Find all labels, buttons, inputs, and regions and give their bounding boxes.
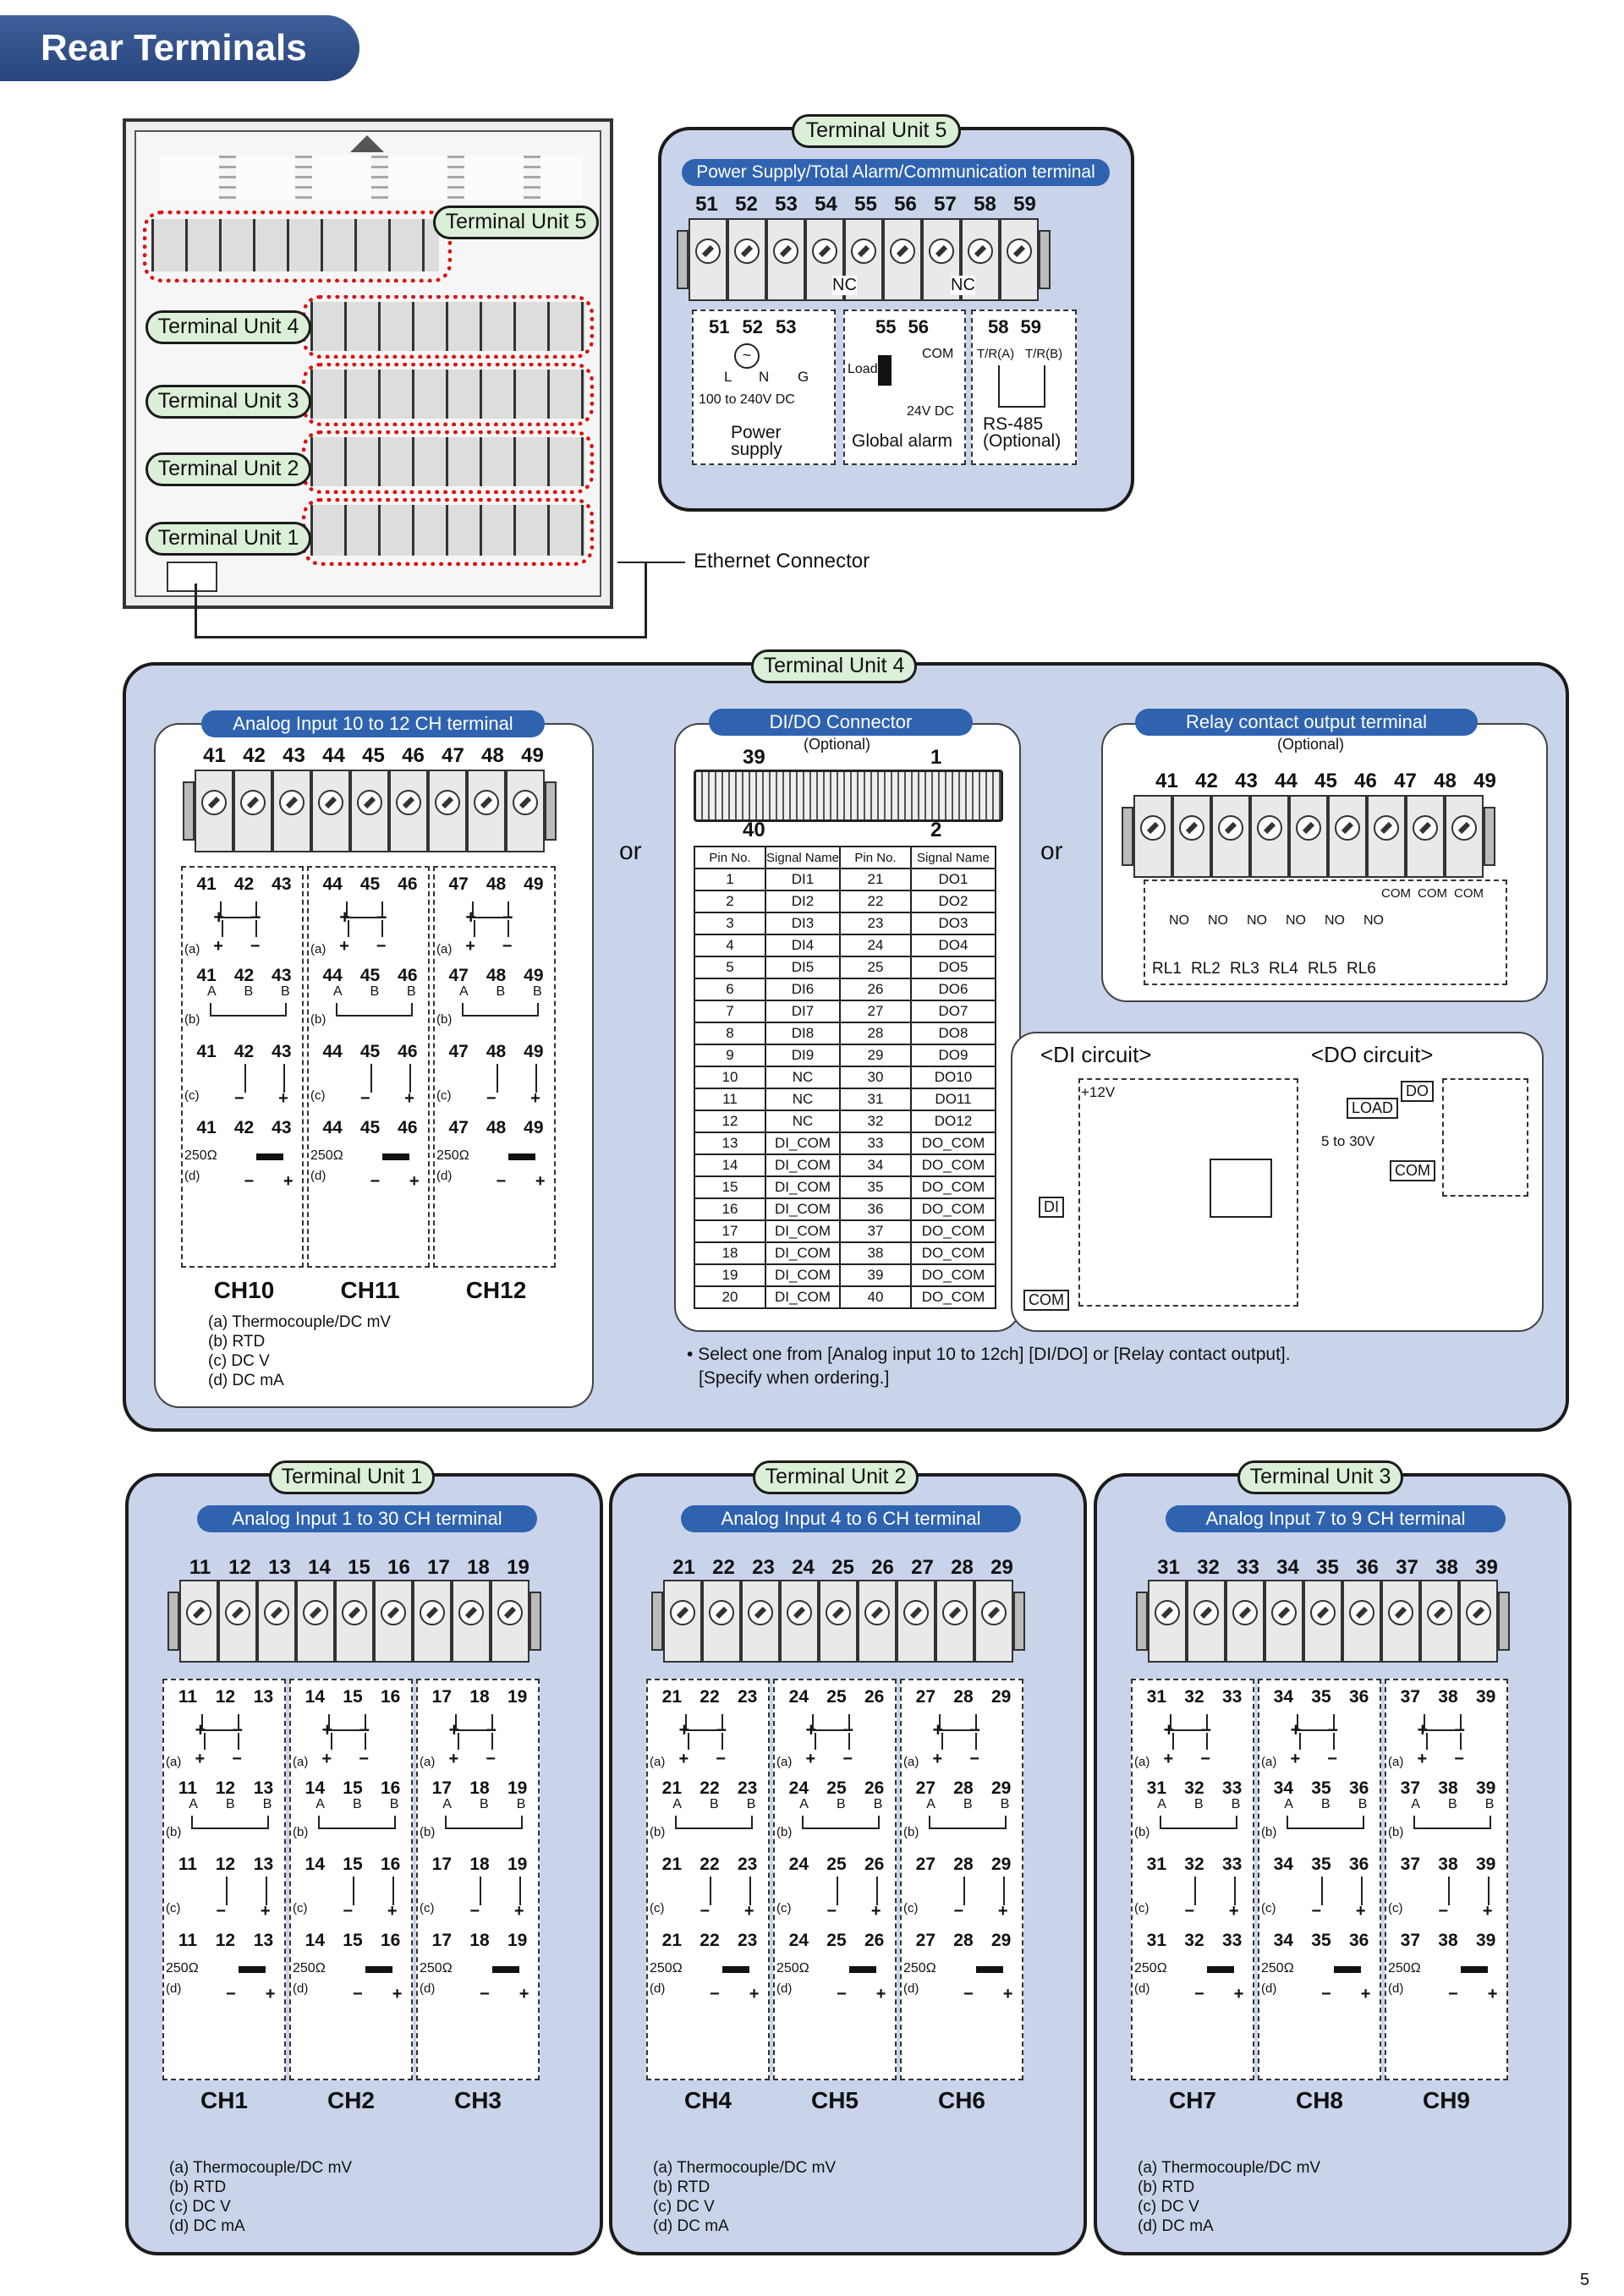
rtd-resistor-icon bbox=[318, 1816, 396, 1829]
tu-bottom-bar: Analog Input 4 to 6 CH terminal bbox=[681, 1505, 1021, 1532]
tu4-analog-bar: Analog Input 10 to 12 CH terminal bbox=[201, 710, 545, 737]
dido-table-row: 8 DI8 28 DO8 bbox=[694, 1022, 996, 1044]
shunt-resistor-icon bbox=[722, 1966, 749, 1973]
channel-wiring-block: 17 18 19 (a) 17 18 19 (b) 17 18 19 (c) 17 18 19 (d) + − + − A B B − + 250Ω − + bbox=[416, 1679, 540, 2080]
thermocouple-icon bbox=[346, 901, 384, 918]
tu4-analog-legend: (a) Thermocouple/DC mV (b) RTD (c) DC V (d) DC mA bbox=[208, 1313, 392, 1389]
rear-label-tu1: Terminal Unit 1 bbox=[145, 522, 311, 556]
tu5-terminal-strip bbox=[677, 218, 1051, 301]
rear-label-tu3: Terminal Unit 3 bbox=[145, 385, 311, 419]
relay-strip bbox=[1122, 795, 1495, 878]
dido-table-row: 9 DI9 29 DO9 bbox=[694, 1044, 996, 1066]
channel-label: CH9 bbox=[1422, 2087, 1470, 2113]
tu-bottom-legend: (a) Thermocouple/DC mV (b) RTD (c) DC V (d) DC mA bbox=[1138, 2159, 1321, 2235]
thermocouple-icon bbox=[1170, 1714, 1208, 1731]
page-number: 5 bbox=[1580, 2271, 1590, 2289]
rtd-resistor-icon bbox=[462, 1003, 539, 1016]
tu-bottom-bar: Analog Input 1 to 30 CH terminal bbox=[197, 1505, 537, 1532]
tu5-pins: 51 52 53 54 55 56 57 58 59 bbox=[695, 193, 1036, 216]
rtd-resistor-icon bbox=[445, 1816, 523, 1829]
rtd-resistor-icon bbox=[210, 1003, 287, 1016]
relay-pins: 41 42 43 44 45 46 47 48 49 bbox=[1155, 770, 1496, 792]
dido-optional: (Optional) bbox=[804, 736, 871, 753]
page-title: Rear Terminals bbox=[0, 15, 359, 81]
rtd-resistor-icon bbox=[1413, 1816, 1491, 1829]
di-circuit-optocoupler bbox=[1210, 1159, 1272, 1218]
channel-wiring-block: 44 45 46 (a) 44 45 46 (b) 44 45 46 (c) 44 45 46 (d) + − + − A B B − + 250Ω − + bbox=[307, 866, 430, 1268]
ethernet-port bbox=[167, 562, 217, 592]
load-block-icon bbox=[878, 355, 892, 386]
tu5-title: Terminal Unit 5 bbox=[792, 114, 961, 148]
tu-bottom-strip bbox=[1136, 1580, 1510, 1663]
shunt-resistor-icon bbox=[1207, 1966, 1234, 1973]
dido-table-row: 7 DI7 27 DO7 bbox=[694, 1000, 996, 1022]
tu-bottom-title: Terminal Unit 2 bbox=[753, 1460, 919, 1494]
thermocouple-icon bbox=[220, 901, 258, 918]
rtd-resistor-icon bbox=[675, 1816, 753, 1829]
shunt-resistor-icon bbox=[1334, 1966, 1361, 1973]
do-circuit-title: <DO circuit> bbox=[1311, 1042, 1434, 1067]
rtd-resistor-icon bbox=[1160, 1816, 1237, 1829]
dido-table-row: 14 DI_COM 34 DO_COM bbox=[694, 1154, 996, 1176]
ethernet-label: Ethernet Connector bbox=[694, 550, 870, 573]
tu-bottom-title: Terminal Unit 1 bbox=[269, 1460, 435, 1494]
dido-table-row: 12 NC 32 DO12 bbox=[694, 1110, 996, 1132]
tu-bottom-pins: 31 32 33 34 35 36 37 38 39 bbox=[1157, 1556, 1498, 1579]
channel-label: CH5 bbox=[810, 2087, 859, 2113]
thermocouple-icon bbox=[812, 1714, 850, 1731]
dido-table-row: 16 DI_COM 36 DO_COM bbox=[694, 1198, 996, 1220]
rtd-resistor-icon bbox=[1287, 1816, 1364, 1829]
thermocouple-icon bbox=[1297, 1714, 1335, 1731]
triangle-mark-icon bbox=[350, 135, 384, 152]
shunt-resistor-icon bbox=[1461, 1966, 1488, 1973]
channel-wiring-block: 34 35 36 (a) 34 35 36 (b) 34 35 36 (c) 34 35 36 (d) + − + − A B B − + 250Ω − + bbox=[1258, 1679, 1381, 2080]
dido-table-row: 6 DI6 26 DO6 bbox=[694, 978, 996, 1000]
or-left: or bbox=[619, 837, 642, 865]
thermocouple-icon bbox=[328, 1714, 366, 1731]
tu-bottom-bar: Analog Input 7 to 9 CH terminal bbox=[1166, 1505, 1506, 1532]
thermocouple-icon bbox=[472, 901, 510, 918]
tu5-bar: Power Supply/Total Alarm/Communication terminal bbox=[682, 159, 1110, 186]
rtd-resistor-icon bbox=[336, 1003, 413, 1016]
dido-table-row: 4 DI4 24 DO4 bbox=[694, 934, 996, 956]
dido-table-row: 3 DI3 23 DO3 bbox=[694, 912, 996, 934]
rtd-resistor-icon bbox=[191, 1816, 269, 1829]
channel-wiring-block: 47 48 49 (a) 47 48 49 (b) 47 48 49 (c) 47 48 49 (d) + − + − A B B − + 250Ω − + bbox=[433, 866, 556, 1268]
channel-wiring-block: 37 38 39 (a) 37 38 39 (b) 37 38 39 (c) 37 38 39 (d) + − + − A B B − + 250Ω − + bbox=[1385, 1679, 1508, 2080]
thermocouple-icon bbox=[685, 1714, 723, 1731]
ch12-label: CH12 bbox=[465, 1277, 527, 1303]
shunt-resistor-icon bbox=[382, 1153, 409, 1160]
rtd-resistor-icon bbox=[802, 1816, 880, 1829]
dido-table-row: 13 DI_COM 33 DO_COM bbox=[694, 1132, 996, 1154]
tu4-analog-channels bbox=[181, 866, 560, 1272]
di-circuit-title: <DI circuit> bbox=[1040, 1042, 1152, 1067]
shunt-resistor-icon bbox=[365, 1966, 392, 1973]
tu5-nc-57: NC bbox=[951, 276, 975, 294]
relay-optional: (Optional) bbox=[1277, 736, 1345, 753]
tu-bottom-strip bbox=[651, 1580, 1025, 1663]
dido-table-row: 18 DI_COM 38 DO_COM bbox=[694, 1242, 996, 1264]
do-circuit-box bbox=[1442, 1078, 1528, 1197]
channel-wiring-block: 24 25 26 (a) 24 25 26 (b) 24 25 26 (c) 24 25 26 (d) + − + − A B B − + 250Ω − + bbox=[773, 1679, 897, 2080]
channel-wiring-block: 27 28 29 (a) 27 28 29 (b) 27 28 29 (c) 27 28 29 (d) + − + − A B B − + 250Ω − + bbox=[900, 1679, 1023, 2080]
tu-bottom-pins: 11 12 13 14 15 16 17 18 19 bbox=[189, 1556, 529, 1579]
rear-label-tu5: Terminal Unit 5 bbox=[433, 205, 599, 239]
tu-bottom-legend: (a) Thermocouple/DC mV (b) RTD (c) DC V (d) DC mA bbox=[653, 2159, 837, 2235]
channel-wiring-block: 14 15 16 (a) 14 15 16 (b) 14 15 16 (c) 14 15 16 (d) + − + − A B B − + 250Ω − + bbox=[289, 1679, 413, 2080]
channel-label: CH4 bbox=[683, 2087, 732, 2113]
dido-table-row: 1 DI1 21 DO1 bbox=[694, 869, 996, 890]
tu4-note-2: [Specify when ordering.] bbox=[699, 1368, 890, 1388]
channel-label: CH6 bbox=[937, 2087, 985, 2113]
shunt-resistor-icon bbox=[849, 1966, 876, 1973]
rear-label-tu2: Terminal Unit 2 bbox=[145, 452, 311, 486]
thermocouple-icon bbox=[455, 1714, 493, 1731]
channel-label: CH2 bbox=[326, 2087, 375, 2113]
channel-label: CH3 bbox=[453, 2087, 502, 2113]
shunt-resistor-icon bbox=[976, 1966, 1003, 1973]
or-right: or bbox=[1040, 837, 1063, 865]
dido-table-row: 10 NC 30 DO10 bbox=[694, 1066, 996, 1088]
channel-label: CH7 bbox=[1168, 2087, 1216, 2113]
ch10-label: CH10 bbox=[213, 1277, 275, 1303]
tu-bottom-strip bbox=[167, 1580, 541, 1663]
ac-source-icon: ~ bbox=[734, 343, 760, 369]
channel-label: CH1 bbox=[200, 2087, 248, 2113]
thermocouple-icon bbox=[939, 1714, 977, 1731]
dido-table-row: 20 DI_COM 40 DO_COM bbox=[694, 1286, 996, 1308]
vent-slots bbox=[160, 156, 583, 200]
tu4-analog-pins: 41 42 43 44 45 46 47 48 49 bbox=[203, 744, 544, 767]
shunt-resistor-icon bbox=[239, 1966, 266, 1973]
dido-table-row: 15 DI_COM 35 DO_COM bbox=[694, 1176, 996, 1198]
channel-wiring-block: 11 12 13 (a) 11 12 13 (b) 11 12 13 (c) 11 12 13 (d) + − + − A B B − + 250Ω − + bbox=[162, 1679, 286, 2080]
dido-bar: DI/DO Connector bbox=[709, 709, 973, 736]
dido-table-row: 17 DI_COM 37 DO_COM bbox=[694, 1220, 996, 1242]
tu-bottom-title: Terminal Unit 3 bbox=[1237, 1460, 1403, 1494]
thermocouple-icon bbox=[201, 1714, 239, 1731]
dido-table-row: 11 NC 31 DO11 bbox=[694, 1088, 996, 1110]
dido-table-row: 5 DI5 25 DO5 bbox=[694, 956, 996, 978]
rtd-resistor-icon bbox=[929, 1816, 1007, 1829]
shunt-resistor-icon bbox=[256, 1153, 283, 1160]
thermocouple-icon bbox=[1424, 1714, 1462, 1731]
channel-label: CH8 bbox=[1295, 2087, 1343, 2113]
relay-bar: Relay contact output terminal bbox=[1135, 709, 1478, 736]
tu-bottom-pins: 21 22 23 24 25 26 27 28 29 bbox=[672, 1556, 1013, 1579]
shunt-resistor-icon bbox=[492, 1966, 519, 1973]
dido-table-row: 2 DI2 22 DO2 bbox=[694, 890, 996, 912]
tu4-analog-strip bbox=[183, 770, 557, 852]
tu-bottom-legend: (a) Thermocouple/DC mV (b) RTD (c) DC V (d) DC mA bbox=[169, 2159, 353, 2235]
dido-table-row: 19 DI_COM 39 DO_COM bbox=[694, 1264, 996, 1286]
shunt-resistor-icon bbox=[508, 1153, 535, 1160]
tu4-note-1: • Select one from [Analog input 10 to 12ch] [DI/DO] or [Relay contact output]. bbox=[687, 1345, 1291, 1364]
tu4-title: Terminal Unit 4 bbox=[751, 649, 917, 683]
dido-table-wrap: Pin No. Signal Name Pin No. Signal Name 1 DI1 21 DO1 2 DI2 22 DO2 3 DI3 23 DO3 4 DI4 24 DO4 5 DI5 25 DO5 6 DI6 26 DO6 7 DI7 27 DO7 8 DI8 28 DO8 9 DI9 29 DO9 10 NC 30 DO10 11 NC 31 DO11 12 NC 32 DO12 13 DI_COM 33 DO_COM 14 DI_COM 34 DO_COM 15 DI_COM 35 DO_COM 16 DI_COM 36 DO_COM 17 DI_COM 37 DO_COM 18 DI_COM 38 DO_COM 19 DI_COM 39 DO_COM 20 DI_COM 40 DO_COM bbox=[694, 846, 996, 1309]
dido-connector-icon bbox=[694, 770, 1003, 822]
channel-wiring-block: 41 42 43 (a) 41 42 43 (b) 41 42 43 (c) 41 42 43 (d) + − + − A B B − + 250Ω − + bbox=[181, 866, 304, 1268]
rear-label-tu4: Terminal Unit 4 bbox=[145, 310, 311, 344]
tu5-nc-54: NC bbox=[832, 276, 857, 294]
ch11-label: CH11 bbox=[340, 1277, 400, 1303]
channel-wiring-block: 31 32 33 (a) 31 32 33 (b) 31 32 33 (c) 31 32 33 (d) + − + − A B B − + 250Ω − + bbox=[1131, 1679, 1254, 2080]
channel-wiring-block: 21 22 23 (a) 21 22 23 (b) 21 22 23 (c) 21 22 23 (d) + − + − A B B − + 250Ω − + bbox=[646, 1679, 770, 2080]
